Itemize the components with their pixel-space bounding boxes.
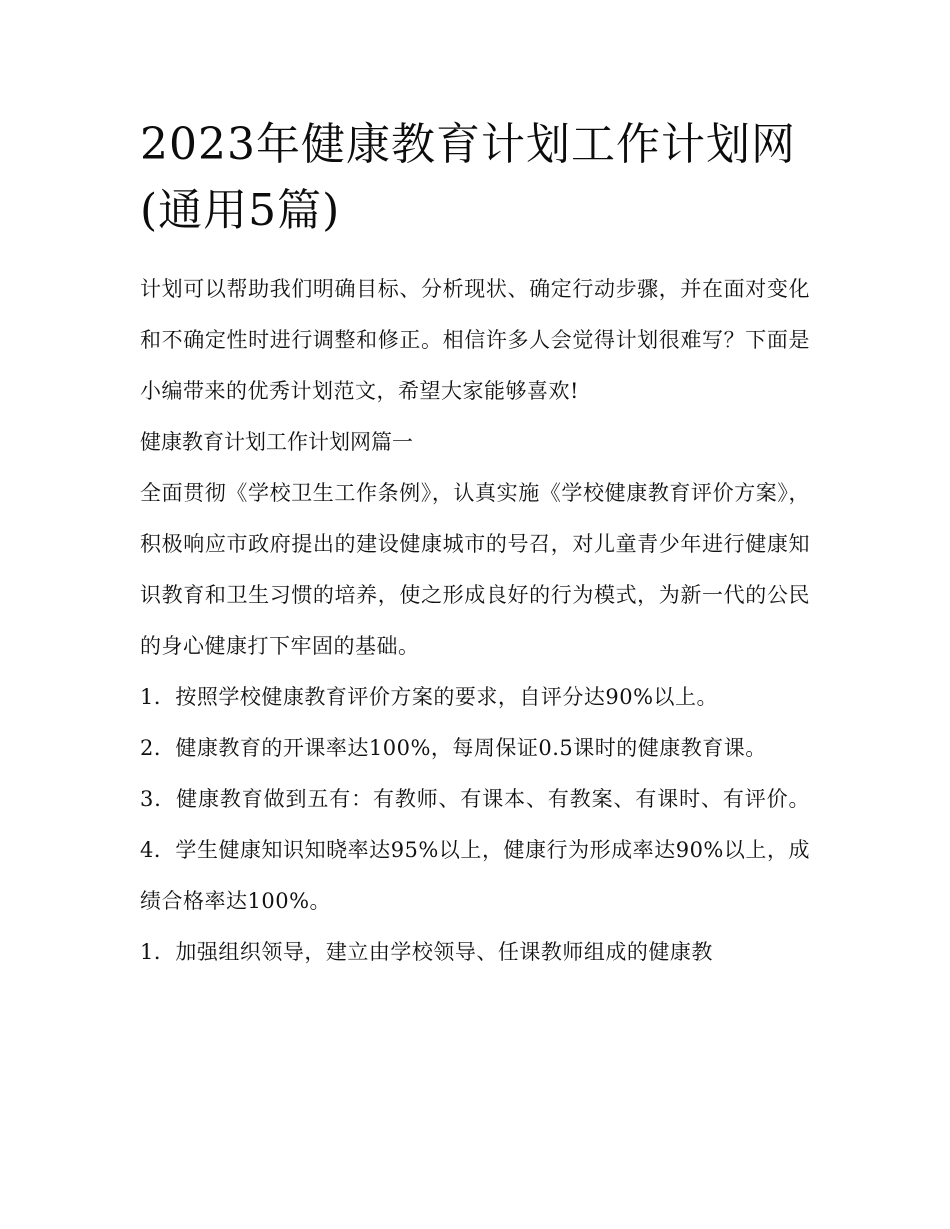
section-body-paragraph: 全面贯彻《学校卫生工作条例》，认真实施《学校健康教育评价方案》，积极响应市政府提出的建设健康城市的号召，对儿童青少年进行健康知识教育和卫生习惯的培养，使之形成良好的行为模式，为新一代的公民的身心健康打下牢固的基础。 xyxy=(140,481,810,658)
section-heading: 健康教育计划工作计划网篇一 xyxy=(140,430,413,454)
list-item: 1．按照学校健康教育评价方案的要求，自评分达90%以上。 xyxy=(140,685,719,709)
list-item: 3．健康教育做到五有：有教师、有课本、有教案、有课时、有评价。 4．学生健康知识知晓率达95%以上，健康行为形成率达90%以上，成绩合格率达100%。 xyxy=(140,787,810,913)
document-page xyxy=(140,112,810,978)
intro-paragraph: 计划可以帮助我们明确目标、分析现状、确定行动步骤，并在面对变化和不确定性时进行调整和修正。相信许多人会觉得计划很难写？下面是小编带来的优秀计划范文，希望大家能够喜欢! xyxy=(140,277,810,403)
list-item: 2．健康教育的开课率达100%，每周保证0.5课时的健康教育课。 xyxy=(140,736,767,760)
list-item: 1．加强组织领导，建立由学校领导、任课教师组成的健康教 xyxy=(140,940,713,964)
document-title: 2023年健康教育计划工作计划网(通用5篇) xyxy=(140,119,796,236)
